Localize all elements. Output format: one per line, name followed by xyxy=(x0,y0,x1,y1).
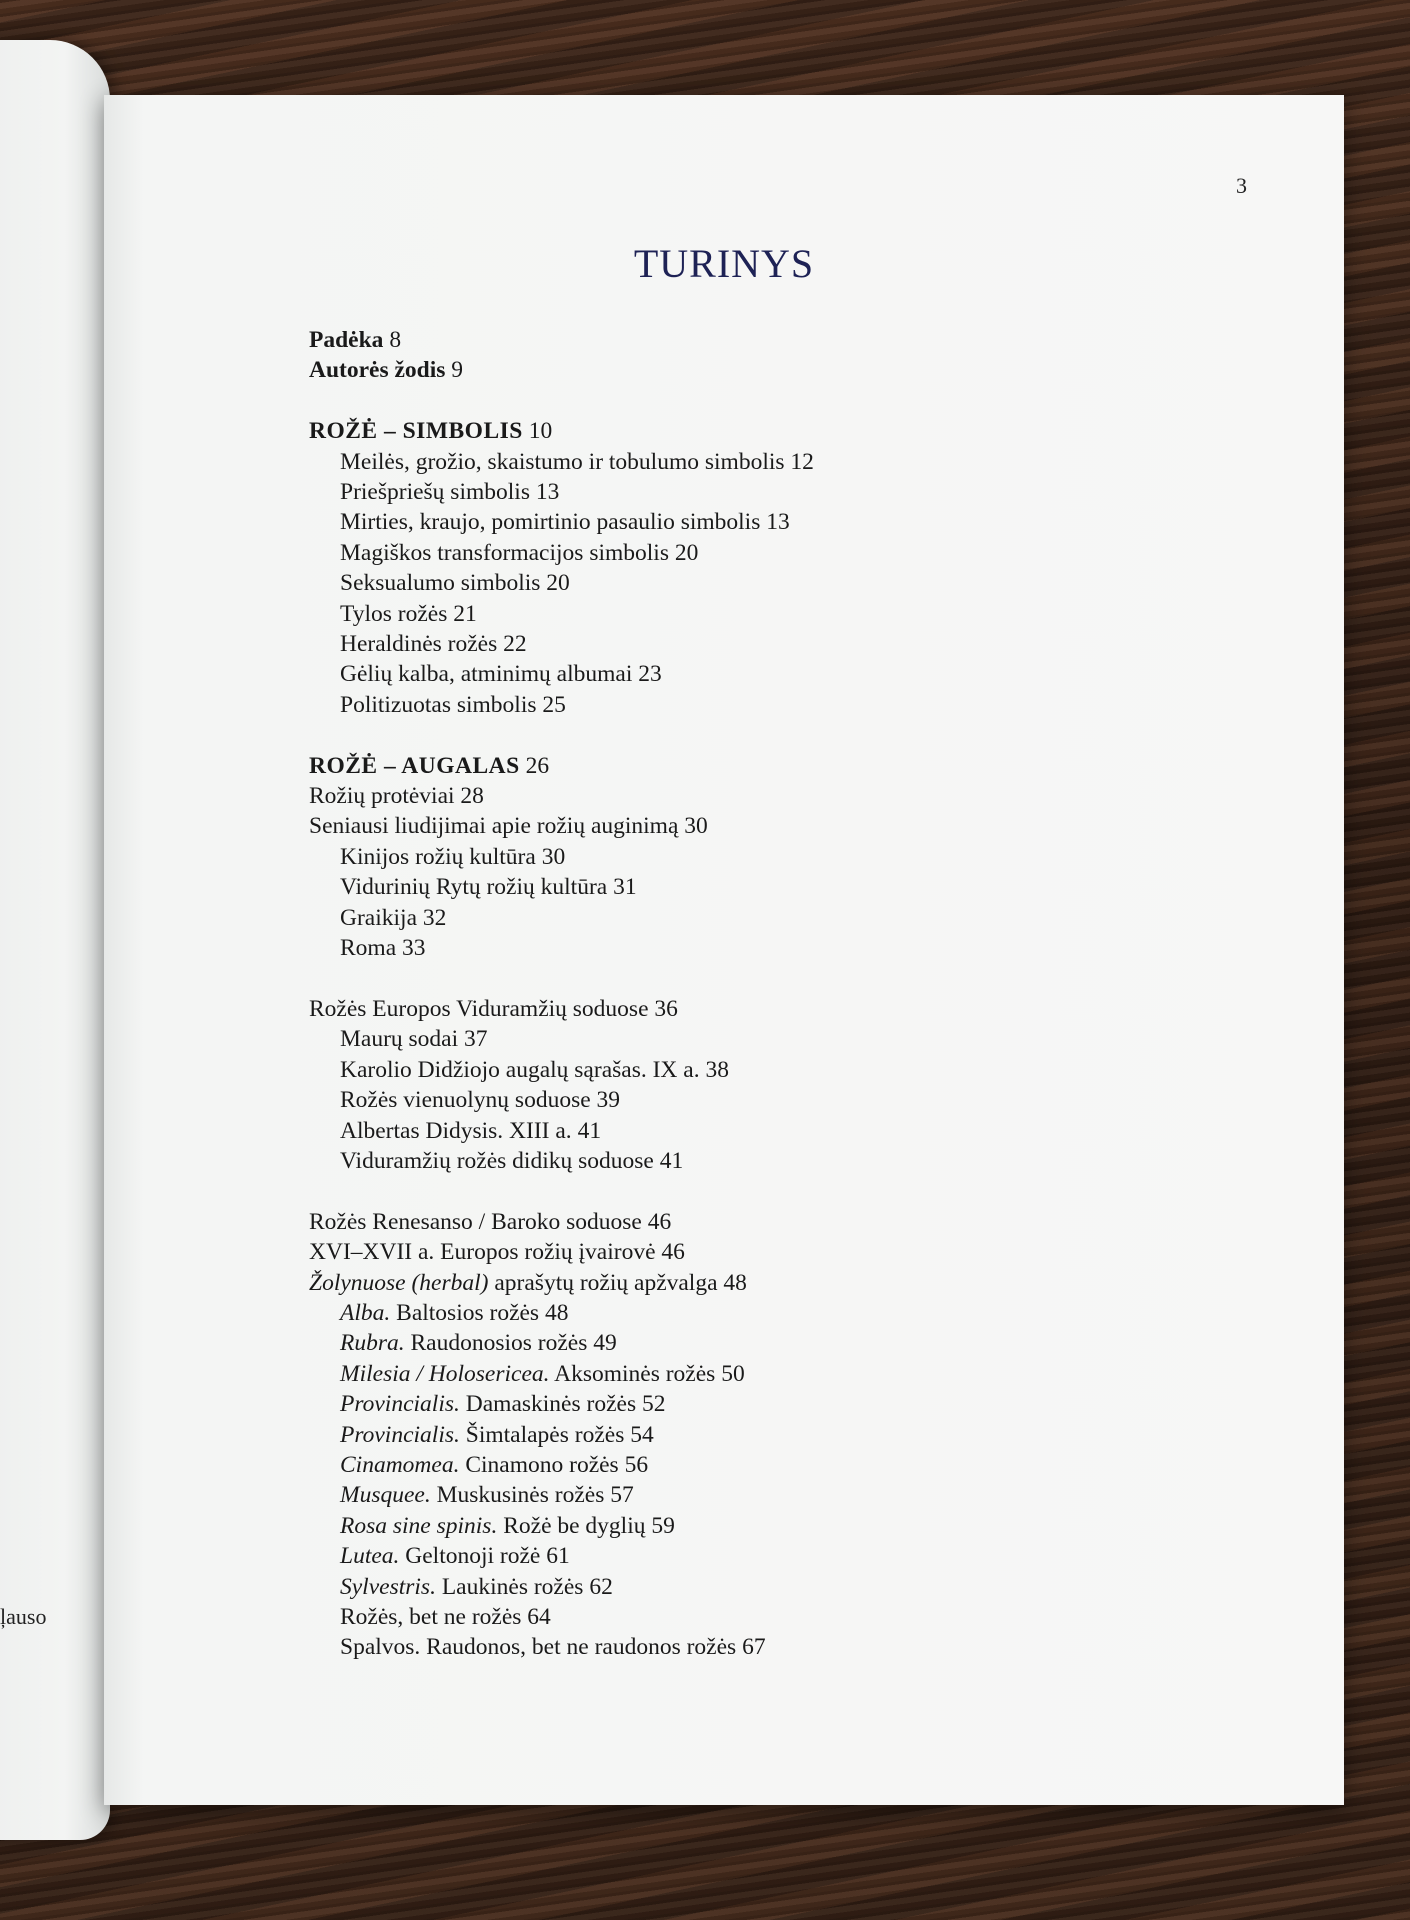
toc-entry-title: Graikija xyxy=(340,904,417,931)
toc-entry-page-number: 62 xyxy=(589,1573,613,1600)
toc-entry xyxy=(309,1268,1209,1298)
toc-entry-page-number: 64 xyxy=(527,1604,551,1630)
toc-entry-page-number: 12 xyxy=(790,448,814,475)
toc-entry-page-number: 67 xyxy=(742,1634,766,1661)
toc-entry xyxy=(309,1024,1209,1054)
toc-entry-page-number: 48 xyxy=(544,1299,569,1326)
toc-entry xyxy=(309,872,1209,902)
toc-entry xyxy=(309,477,1209,507)
toc-entry-page-number: 50 xyxy=(721,1360,745,1387)
toc-entry-title-rest: Aksominės rožės xyxy=(549,1360,716,1387)
toc-entry-page-number: 59 xyxy=(651,1512,675,1539)
toc-entry xyxy=(309,1632,1209,1662)
toc-entry xyxy=(309,599,1209,629)
toc-entry xyxy=(309,1328,1209,1358)
toc-entry-title: ROŽĖ – AUGALAS xyxy=(309,752,520,779)
toc-entry-page-number: 21 xyxy=(453,600,477,627)
toc-entry-latin-name: Alba. xyxy=(340,1299,391,1326)
toc-entry-title: ROŽĖ – SIMBOLIS xyxy=(309,418,523,445)
toc-entry-page-number: 54 xyxy=(630,1421,654,1448)
toc-entry-latin-name: Provincialis. xyxy=(340,1421,460,1448)
toc-entry-title: Priešpriešų simbolis xyxy=(340,479,530,506)
toc-entry xyxy=(309,538,1209,568)
toc-entry-latin-name: Sylvestris. xyxy=(340,1573,436,1600)
facing-left-page xyxy=(0,40,110,1840)
toc-entry-page-number: 61 xyxy=(546,1543,570,1570)
toc-entry-title: Rožės Renesanso / Baroko soduose xyxy=(309,1208,642,1235)
toc-entry xyxy=(309,1116,1209,1146)
toc-entry xyxy=(309,1237,1209,1267)
toc-section xyxy=(309,994,1209,1176)
toc-entry xyxy=(309,629,1209,659)
toc-entry xyxy=(309,1511,1209,1541)
toc-entry xyxy=(309,903,1209,933)
toc-entry-title-rest: Muskusinės rožės xyxy=(430,1482,605,1509)
toc-entry-title: Meilės, grožio, skaistumo ir tobulumo simbolis xyxy=(340,448,785,475)
toc-entry-title xyxy=(340,1361,715,1387)
toc-entry-title xyxy=(340,1422,624,1448)
toc-entry-title: Karolio Didžiojo augalų sąrašas. IX a. xyxy=(340,1056,700,1083)
toc-entry-page-number: 46 xyxy=(647,1208,672,1235)
toc-entry xyxy=(309,1420,1209,1450)
toc-entry xyxy=(309,1450,1209,1480)
page-title: TURINYS xyxy=(633,241,815,286)
toc-entry xyxy=(309,933,1209,963)
toc-entry-page-number: 8 xyxy=(389,327,402,353)
toc-entry-title: Gėlių kalba, atminimų albumai xyxy=(340,661,633,688)
toc-entry-latin-name: Milesia / Holosericea. xyxy=(340,1360,550,1387)
page-number: 3 xyxy=(1236,173,1247,198)
toc-entry-latin-name: Rubra. xyxy=(340,1330,405,1357)
toc-entry-title: Kinijos rožių kultūra xyxy=(340,843,536,870)
toc-entry-title-rest: Baltosios rožės xyxy=(390,1299,540,1326)
toc-entry-title xyxy=(340,1543,540,1569)
toc-entry xyxy=(309,690,1209,720)
toc-entry xyxy=(309,1602,1209,1632)
toc-entry-page-number: 30 xyxy=(541,843,566,870)
toc-entry-title: Autorės žodis xyxy=(309,357,446,384)
toc-entry-latin-name: Lutea. xyxy=(340,1543,400,1570)
toc-entry-title: Maurų sodai xyxy=(340,1026,459,1053)
toc-entry-page-number: 36 xyxy=(654,995,678,1022)
toc-entry-title: XVI–XVII a. Europos rožių įvairovė xyxy=(309,1239,656,1266)
toc-entry xyxy=(309,447,1209,477)
toc-entry-title: Heraldinės rožės xyxy=(340,631,498,658)
toc-entry-title: Rožės, bet ne rožės xyxy=(340,1604,522,1630)
toc-entry-page-number: 41 xyxy=(659,1147,684,1174)
toc-entry-page-number: 9 xyxy=(451,357,464,384)
toc-entry-title-rest: Geltonoji rožė xyxy=(399,1543,541,1570)
toc-entry-title xyxy=(340,1300,539,1326)
toc-entry-page-number: 31 xyxy=(613,874,637,901)
toc-entry-latin-name: Žolynuose (herbal) xyxy=(309,1269,489,1296)
toc-entry-title: Seksualumo simbolis xyxy=(340,570,541,597)
toc-entry-title-rest: Raudonosios rožės xyxy=(404,1330,588,1357)
toc-entry-page-number: 33 xyxy=(402,935,426,962)
toc-entry-title-rest: Damaskinės rožės xyxy=(459,1391,637,1418)
toc-entry-page-number: 20 xyxy=(674,539,699,566)
table-of-contents xyxy=(309,325,1209,1693)
toc-entry-page-number: 52 xyxy=(641,1391,666,1418)
toc-entry xyxy=(309,781,1209,811)
toc-entry-page-number: 10 xyxy=(528,418,553,445)
toc-entry-title: Mirties, kraujo, pomirtinio pasaulio simbolis xyxy=(340,509,761,536)
toc-entry-page-number: 46 xyxy=(661,1239,685,1266)
left-page-text-fragment: ļauso xyxy=(0,1604,47,1629)
toc-entry-title-rest: Rožė be dyglių xyxy=(497,1512,646,1539)
toc-entry-title xyxy=(340,1513,646,1539)
toc-entry-title xyxy=(340,1482,604,1508)
toc-entry xyxy=(309,1207,1209,1237)
toc-entry-page-number: 20 xyxy=(546,570,570,597)
toc-part-heading xyxy=(309,751,1209,781)
toc-entry xyxy=(309,1298,1209,1328)
toc-entry-latin-name: Cinamomea. xyxy=(340,1451,460,1478)
toc-entry xyxy=(309,568,1209,598)
toc-entry-title: Spalvos. Raudonos, bet ne raudonos rožės xyxy=(340,1634,737,1661)
toc-entry-title: Politizuotas simbolis xyxy=(340,691,537,718)
toc-entry-page-number: 39 xyxy=(596,1087,621,1114)
toc-entry-title: Seniausi liudijimai apie rožių auginimą xyxy=(309,813,679,840)
toc-entry-page-number: 26 xyxy=(525,752,550,779)
toc-entry xyxy=(309,1541,1209,1571)
toc-entry xyxy=(309,1572,1209,1602)
toc-entry-title: Magiškos transformacijos simbolis xyxy=(340,539,669,566)
toc-entry-page-number: 22 xyxy=(503,631,527,658)
toc-entry-title xyxy=(340,1391,636,1417)
toc-section xyxy=(309,751,1209,964)
toc-entry-title: Roma xyxy=(340,935,397,962)
toc-entry xyxy=(309,811,1209,841)
toc-entry-page-number: 57 xyxy=(610,1482,634,1509)
toc-entry-title xyxy=(340,1330,587,1356)
toc-entry-latin-name: Provincialis. xyxy=(340,1391,460,1418)
toc-entry xyxy=(309,1480,1209,1510)
toc-entry xyxy=(309,994,1209,1024)
book-page xyxy=(104,95,1344,1805)
toc-entry-page-number: 30 xyxy=(684,813,708,840)
toc-entry-title: Rožių protėviai xyxy=(309,783,455,810)
toc-entry-title xyxy=(340,1452,619,1478)
toc-entry xyxy=(309,325,1209,355)
toc-entry xyxy=(309,1085,1209,1115)
toc-entry-title: Albertas Didysis. XIII a. xyxy=(340,1117,572,1144)
toc-entry xyxy=(309,507,1209,537)
toc-section xyxy=(309,416,1209,720)
toc-entry-title: Viduramžių rožės didikų soduose xyxy=(340,1147,654,1174)
toc-entry-page-number: 13 xyxy=(535,479,560,506)
toc-entry-title-rest: aprašytų rožių apžvalga xyxy=(488,1269,718,1296)
toc-entry xyxy=(309,1389,1209,1419)
toc-entry-title: Padėka xyxy=(309,327,384,353)
toc-entry-title: Rožės Europos Viduramžių soduose xyxy=(309,995,649,1022)
toc-part-heading xyxy=(309,416,1209,446)
toc-entry xyxy=(309,1055,1209,1085)
toc-entry-page-number: 48 xyxy=(723,1269,747,1296)
toc-entry-title: Rožės vienuolynų soduose xyxy=(340,1087,591,1114)
toc-entry-page-number: 23 xyxy=(638,661,662,688)
toc-entry xyxy=(309,842,1209,872)
toc-entry-title xyxy=(340,1574,583,1600)
toc-entry-title xyxy=(309,1270,718,1296)
toc-entry-page-number: 56 xyxy=(624,1451,649,1478)
toc-section xyxy=(309,1207,1209,1663)
toc-entry-title-rest: Cinamono rožės xyxy=(459,1451,619,1478)
toc-section xyxy=(309,325,1209,386)
toc-entry-page-number: 13 xyxy=(766,509,790,536)
toc-entry-page-number: 32 xyxy=(422,904,447,931)
toc-entry-latin-name: Musquee. xyxy=(340,1482,431,1509)
toc-entry-page-number: 37 xyxy=(464,1026,488,1053)
toc-entry-title-rest: Šimtalapės rožės xyxy=(459,1421,625,1448)
toc-entry-page-number: 49 xyxy=(593,1330,617,1357)
toc-entry xyxy=(309,355,1209,385)
toc-entry xyxy=(309,1359,1209,1389)
toc-entry-latin-name: Rosa sine spinis. xyxy=(340,1512,498,1539)
toc-entry-page-number: 38 xyxy=(705,1056,729,1083)
toc-entry-page-number: 25 xyxy=(542,691,566,718)
toc-entry xyxy=(309,1146,1209,1176)
toc-entry-title-rest: Laukinės rožės xyxy=(435,1573,584,1600)
toc-entry xyxy=(309,659,1209,689)
toc-entry-title: Vidurinių Rytų rožių kultūra xyxy=(340,874,608,901)
toc-entry-title: Tylos rožės xyxy=(340,600,448,627)
toc-entry-page-number: 28 xyxy=(460,783,484,810)
toc-entry-page-number: 41 xyxy=(577,1117,602,1144)
